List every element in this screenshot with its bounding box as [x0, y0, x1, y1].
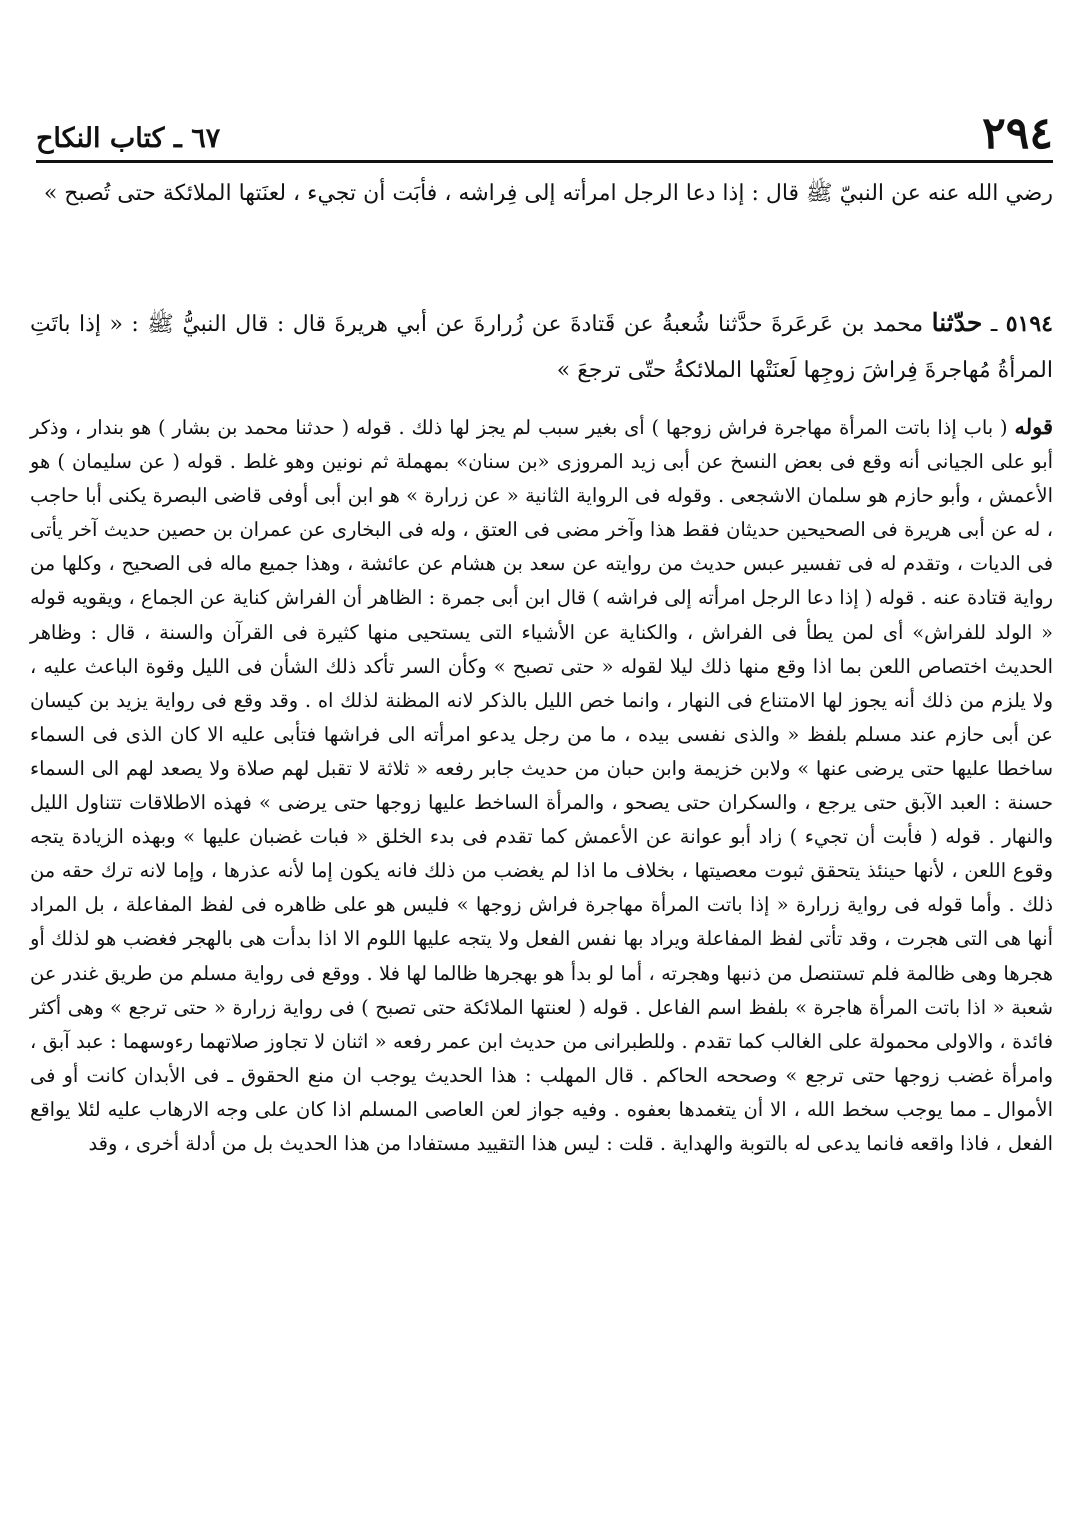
page-header	[36, 108, 1053, 163]
hadith-matn: « إذا باتَتِ المرأةُ مُهاجرةَ فِراشَ زوجِها لَعنَتْها الملائكةُ حتّى ترجعَ »	[30, 312, 1053, 383]
hadith-dash: ـ	[990, 312, 998, 337]
running-head: ٦٧ ـ كتاب النكاح	[36, 123, 221, 154]
commentary-text: ( باب إذا باتت المرأة مهاجرة فراش زوجها ) أى بغير سبب لم يجز لها ذلك . قوله ( حدثنا محمد بن بشار ) هو بندار ، وذكر أبو على الجيانى أنه وقع فى بعض النسخ عن أبى زيد المروزى «بن سنان» بمهملة ثم نونين وهو غلط . قوله ( عن سليمان ) هو الأعمش ، وأبو حازم هو سلمان الاشجعى . وقوله فى الرواية الثانية « عن زرارة » هو ابن أبى أوفى قاضى البصرة يكنى أبا حاجب ، له عن أبى هريرة فى الصحيحين حديثان فقط هذا وآخر مضى فى العتق ، وله فى البخارى عن عمران بن حصين حديث آخر يأتى فى الديات ، وتقدم له فى تفسير عبس حديث من روايته عن سعد بن هشام عن عائشة ، وهذا جميع ماله فى الصحيح ، وكلها من رواية قتادة عنه . قوله ( إذا دعا الرجل امرأته إلى فراشه ) قال ابن أبى جمرة : الظاهر أن الفراش كناية عن الجماع ، ويقويه قوله « الولد للفراش» أى لمن يطأ فى الفراش ، والكناية عن الأشياء التى يستحيى منها كثيرة فى القرآن والسنة ، قال : وظاهر الحديث اختصاص اللعن بما اذا وقع منها ذلك ليلا لقوله « حتى تصبح » وكأن السر تأكد ذلك الشأن فى الليل وقوة الباعث عليه ، ولا يلزم من ذلك أنه يجوز لها الامتناع فى النهار ، وانما خص الليل بالذكر لانه المظنة لذلك اه . وقد وقع فى رواية يزيد بن كيسان عن أبى حازم عند مسلم بلفظ « والذى نفسى بيده ، ما من رجل يدعو امرأته الى فراشها فتأبى عليه الا كان الذى فى السماء ساخطا عليها حتى يرضى عنها » ولابن خزيمة وابن حبان من حديث جابر رفعه « ثلاثة لا تقبل لهم صلاة ولا يصعد لهم الى السماء حسنة : العبد الآبق حتى يرجع ، والسكران حتى يصحو ، والمرأة الساخط عليها زوجها حتى يرضى » فهذه الاطلاقات تتناول الليل والنهار . قوله ( فأبت أن تجيء ) زاد أبو عوانة عن الأعمش كما تقدم فى بدء الخلق « فبات غضبان عليها » وبهذه الزيادة يتجه وقوع اللعن ، لأنها حينئذ يتحقق ثبوت معصيتها ، بخلاف ما اذا لم يغضب من ذلك فانه يكون إما لأنه عذرها ، وإما لانه ترك حقه من ذلك . وأما قوله فى رواية زرارة « إذا باتت المرأة مهاجرة فراش زوجها » فليس هو على ظاهره فى لفظ المفاعلة ، بل المراد أنها هى التى هجرت ، وقد تأتى لفظ المفاعلة ويراد بها نفس الفعل ولا يتجه عليها اللوم الا اذا بدأت هى بالهجر فغضب هو لذلك أو هجرها وهى ظالمة فلم تستنصل من ذنبها وهجرته ، أما لو بدأ هو بهجرها ظالما لها فلا . ووقع فى رواية مسلم من طريق غندر عن شعبة « اذا باتت المرأة هاجرة » بلفظ اسم الفاعل . قوله ( لعنتها الملائكة حتى تصبح ) فى رواية زرارة « حتى ترجع » وهى أكثر فائدة ، والاولى محمولة على الغالب كما تقدم . وللطبرانى من حديث ابن عمر رفعه « اثنان لا تجاوز صلاتهما رءوسهما : عبد آبق ، وامرأة غضب زوجها حتى ترجع » وصححه الحاكم . قال المهلب : هذا الحديث يوجب ان منع الحقوق ـ فى الأبدان كانت أو فى الأموال ـ مما يوجب سخط الله ، الا أن يتغمدها بعفوه . وفيه جواز لعن العاصى المسلم اذا كان على وجه الارهاب عليه لئلا يواقع الفعل ، فاذا واقعه فانما يدعى له بالتوبة والهداية . قلت : ليس هذا التقييد مستفادا من هذا الحديث بل من أدلة أخرى ، وقد	[30, 416, 1053, 1155]
haddathana-word: حدّثنا	[931, 308, 983, 337]
hadith-isnad: محمد بن عَرعَرةَ حدَّثنا شُعبةُ عن قَتادةَ عن زُرارةَ عن أبي هريرةَ قال : قال النبيُّ ﷺ :	[131, 312, 924, 337]
commentary-lead-word: قوله	[1014, 414, 1053, 439]
hadith-previous-ending: رضي الله عنه عن النبيّ ﷺ قال : إذا دعا الرجل امرأته إلى فِراشه ، فأبَت أن تجيء ، لعنَتها الملائكة حتى تُصبح »	[43, 181, 1053, 206]
commentary-body	[30, 410, 1053, 1161]
hadith-number: ٥١٩٤	[1005, 311, 1053, 337]
hadith-5194	[30, 300, 1053, 394]
page-number: ٢٩٤	[982, 108, 1053, 159]
